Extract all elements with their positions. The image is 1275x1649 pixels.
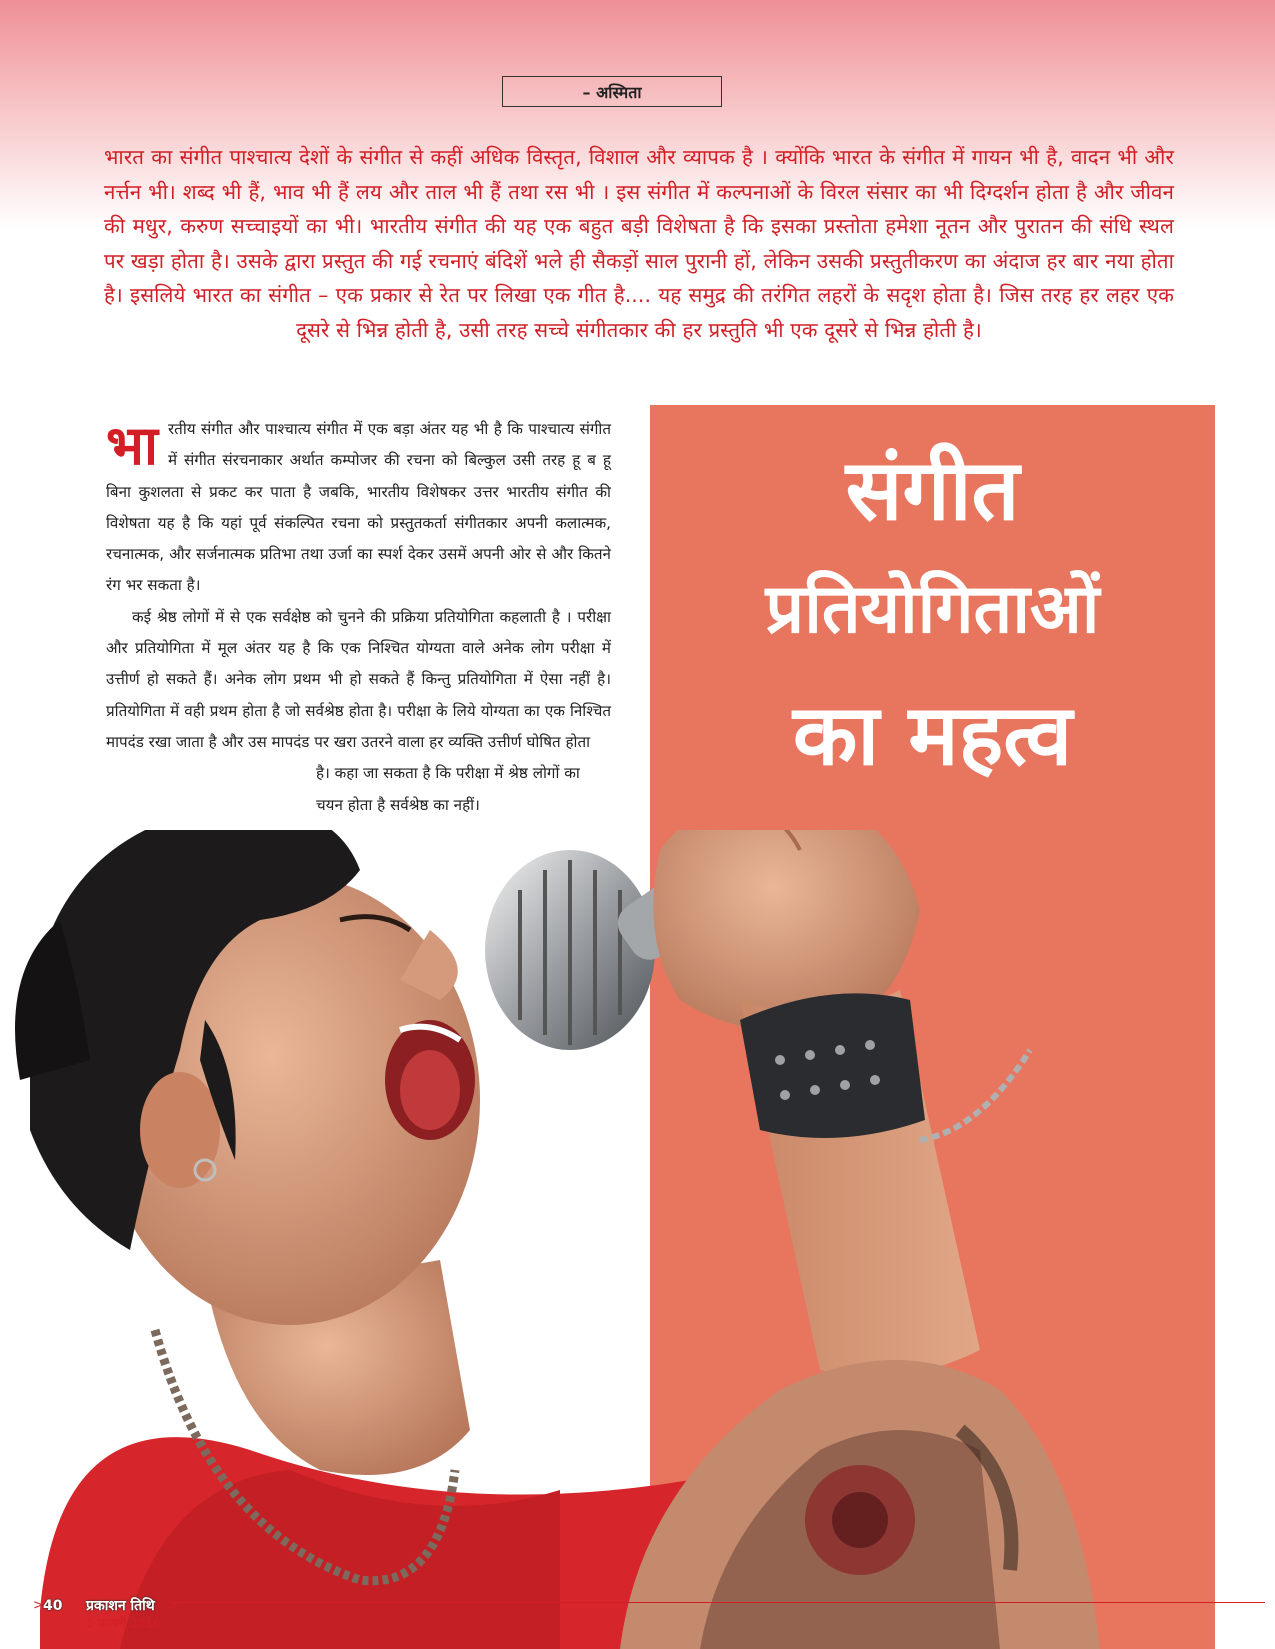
article-headline: [660, 430, 1205, 800]
intro-paragraph: भारत का संगीत पाश्चात्य देशों के संगीत से कहीं अधिक विस्तृत, विशाल और व्यापक है । क्योंकि भारत के संगीत में गायन भी है, वादन भी और नर्त्तन भी। शब्द भी हैं, भाव भी हैं लय और ताल भी हैं तथा रस भी । इस संगीत में कल्पनाओं के विरल संसार का भी दिग्दर्शन होता है और जीवन की मधुर, करुण सच्चाइयों का भी। भारतीय संगीत की यह एक बहुत बड़ी विशेषता है कि इसका प्रस्तोता हमेशा नूतन और पुरातन की संधि स्थल पर खड़ा होता है। उसके द्वारा प्रस्तुत की गई रचनाएं बंदिशें भले ही सैकड़ों साल पुरानी हों, लेकिन उसकी प्रस्तुतीकरण का अंदाज हर बार नया होता है। इसलिये भारत का संगीत – एक प्रकार से रेत पर लिखा एक गीत है.... यह समुद्र की तरंगित लहरों के सदृश होता है। जिस तरह हर लहर एक दूसरे से भिन्न होती है, उसी तरह सच्चे संगीतकार की हर प्रस्तुति भी एक दूसरे से भिन्न होती है।: [104, 145, 1174, 342]
right-arrow-icon: >: [168, 1598, 179, 1613]
body-paragraph-3: है। कहा जा सकता है कि परीक्षा में श्रेष्ठ लोगों का चयन होता है सर्वश्रेष्ठ का नहीं।: [316, 764, 580, 814]
body-paragraph-1: रतीय संगीत और पाश्चात्य संगीत में एक बड़ा अंतर यह भी है कि पाश्चात्य संगीत में संगीत संरचनाकार अर्थात कम्पोजर की रचना को बिल्कुल उसी तरह हू ब हू बिना कुशलता से प्रकट कर पाता है जबकि, भारतीय विशेषकर उत्तर भारतीय संगीत की विशेषता यह है कि यहां पूर्व संकल्पित रचना को प्रस्तुतकर्ता संगीतकार अपनी कलात्मक, रचनात्मक, और सर्जनात्मक प्रतिभा तथा उर्जा का स्पर्श देकर उसमें अपनी ओर से और कितने रंग भर सकता है।: [106, 420, 611, 595]
page-number: 40: [43, 1598, 63, 1614]
footer-rule: [175, 1602, 1265, 1603]
publication-name: प्रकाशन तिथि: [86, 1598, 155, 1614]
drop-cap: भा: [106, 414, 158, 477]
page-footer: [0, 1598, 1275, 1649]
article-body: [106, 414, 611, 821]
left-arrow-icon: >: [33, 1598, 44, 1613]
body-paragraph-2: कई श्रेष्ठ लोगों में से एक सर्वक्षेष्ठ को चुनने की प्रक्रिया प्रतियोगिता कहलाती है । परीक्षा और प्रतियोगिता में मूल अंतर यह है कि एक निश्चित योग्यता वाले अनेक लोग परीक्षा में उत्तीर्ण हो सकते हैं। अनेक लोग प्रथम भी हो सकते हैं किन्तु प्रतियोगिता में ऐसा नहीं है। प्रतियोगिता में वही प्रथम होता है जो सर्वश्रेष्ठ होता है। परीक्षा के लिये योग्यता का एक निश्चित मापदंड रखा जाता है और उस मापदंड पर खरा उतरने वाला हर व्यक्ति उत्तीर्ण घोषित होता: [106, 607, 611, 751]
headline-line-2: प्रतियोगिताओं: [765, 570, 1100, 649]
singer-with-microphone-image: [0, 830, 1275, 1649]
headline-line-1: संगीत: [845, 441, 1020, 539]
headline-line-3: का महत्व: [792, 686, 1073, 784]
author-byline: – अस्मिता: [502, 76, 722, 107]
publication-date: 1 फरवरी 2016: [86, 1616, 161, 1630]
